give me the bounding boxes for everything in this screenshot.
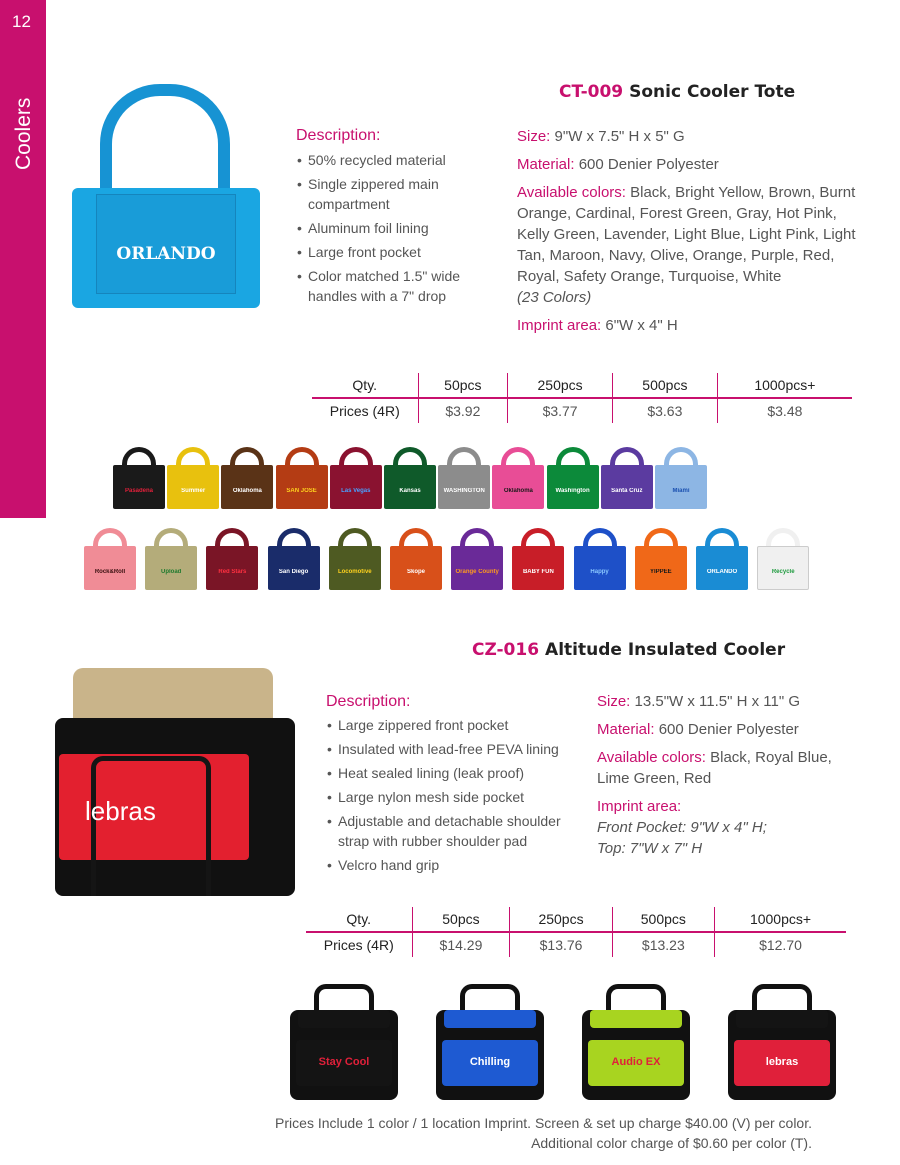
cooler-imprint-text: lebras <box>765 1056 799 1068</box>
material-line <box>597 719 847 740</box>
table-header: 250pcs <box>510 907 612 932</box>
tote-body <box>276 465 328 509</box>
product2-name: Altitude Insulated Cooler <box>545 640 786 660</box>
tote-body <box>635 546 687 590</box>
tote-body <box>206 546 258 590</box>
size-value: 13.5"W x 11.5" H x 11" G <box>634 693 801 710</box>
color-swatch-tote <box>329 528 381 592</box>
section-tab <box>0 0 46 518</box>
tote-imprint-text: Washington <box>555 488 590 494</box>
product2-code: CZ-016 <box>472 640 540 660</box>
color-swatch-tote <box>601 447 653 511</box>
material-line <box>517 154 857 175</box>
tote-body <box>438 465 490 509</box>
tote-imprint-text: Skope <box>406 569 425 575</box>
tote-body <box>601 465 653 509</box>
product1-photo <box>72 84 260 310</box>
list-item: • Heat sealed lining (leak proof) <box>327 763 572 783</box>
color-swatch-tote <box>145 528 197 592</box>
table-cell: Prices (4R) <box>323 937 394 953</box>
color-swatch-tote <box>438 447 490 511</box>
pricing-footnote <box>275 1113 812 1153</box>
tote-imprint-text: Miami <box>672 488 690 494</box>
size-value: 9"W x 7.5" H x 5" G <box>554 128 685 145</box>
footnote-line-2: Additional color charge of $0.60 per color (T). <box>531 1135 812 1151</box>
tote-imprint-text: Rock&Roll <box>94 569 126 575</box>
color-swatch-tote <box>655 447 707 511</box>
color-swatch-tote <box>390 528 442 592</box>
product2-specs <box>597 691 847 859</box>
color-swatch-tote <box>206 528 258 592</box>
imprint-label: Imprint area: <box>597 798 682 815</box>
color-swatch-tote <box>492 447 544 511</box>
product2-title <box>472 640 785 660</box>
material-label: Material: <box>597 721 655 738</box>
tote-body <box>655 465 707 509</box>
tote-body <box>329 546 381 590</box>
color-swatch-tote <box>512 528 564 592</box>
tote-body <box>390 546 442 590</box>
list-item: • Single zippered main compartment <box>297 174 487 214</box>
color-swatch-tote <box>547 447 599 511</box>
colors-line <box>597 747 847 789</box>
material-label: Material: <box>517 156 575 173</box>
tote-body <box>547 465 599 509</box>
colors-line <box>517 182 857 287</box>
tote-handle <box>100 84 230 194</box>
table-cell: $3.63 <box>612 398 717 423</box>
table-header: 500pcs <box>612 373 717 398</box>
tote-body <box>268 546 320 590</box>
tote-imprint-text: Orange County <box>455 569 499 575</box>
tote-imprint-text: Kansas <box>399 488 421 494</box>
table-cell: $3.48 <box>717 398 852 423</box>
list-item: • Color matched 1.5" wide handles with a 7" drop <box>297 266 487 306</box>
imprint-line <box>517 315 857 336</box>
section-label: Coolers <box>12 97 35 170</box>
tote-body <box>384 465 436 509</box>
table-cell: $14.29 <box>412 932 510 957</box>
colors-label: Available colors: <box>517 184 626 201</box>
table-header: 50pcs <box>418 373 508 398</box>
tote-imprint-text: SAN JOSE <box>286 488 317 494</box>
color-swatch-tote <box>268 528 320 592</box>
tote-body <box>757 546 809 590</box>
imprint-label: Imprint area: <box>517 317 602 334</box>
tote-body <box>696 546 748 590</box>
cooler-lid <box>736 1010 828 1028</box>
list-item: • Insulated with lead-free PEVA lining <box>327 739 572 759</box>
color-swatch-tote <box>113 447 165 511</box>
color-swatch-tote <box>221 447 273 511</box>
cooler-lid <box>590 1010 682 1028</box>
table-row <box>312 398 852 423</box>
color-swatch-tote <box>696 528 748 592</box>
color-swatch-tote <box>451 528 503 592</box>
product2-bullets <box>327 715 572 879</box>
table-header-row <box>306 907 846 932</box>
table-header-row <box>312 373 852 398</box>
table-header: 1000pcs+ <box>717 373 852 398</box>
color-swatch-tote <box>384 447 436 511</box>
tote-imprint-text: Recycle <box>771 569 795 575</box>
colors-value: Black, Royal Blue, Lime Green, Red <box>597 749 832 787</box>
tote-imprint-text: Locomotive <box>337 569 372 575</box>
size-label: Size: <box>597 693 631 710</box>
table-header: 50pcs <box>412 907 510 932</box>
table-header: 500pcs <box>612 907 714 932</box>
tote-imprint-text: Upload <box>161 569 182 575</box>
list-item: • Adjustable and detachable shoulder strap with rubber shoulder pad <box>327 811 572 851</box>
footnote-line-1: Prices Include 1 color / 1 location Imprint. Screen & set up charge $40.00 (V) per color. <box>275 1115 812 1131</box>
tote-body <box>145 546 197 590</box>
tote-body <box>451 546 503 590</box>
cooler-imprint-text: Audio EX <box>611 1056 661 1068</box>
material-value: 600 Denier Polyester <box>658 721 799 738</box>
size-line <box>597 691 847 712</box>
list-item: • Velcro hand grip <box>327 855 572 875</box>
colors-value: Black, Bright Yellow, Brown, Burnt Orange, Cardinal, Forest Green, Gray, Hot Pink, Kelly Green, Lavender, Light Blue, Light Pink, Light Tan, Maroon, Navy, Olive, Orange, Purple, Red, Royal, Safety Orange, Turquoise, White <box>517 184 856 285</box>
cooler-lid <box>298 1010 390 1028</box>
list-item: • Large front pocket <box>297 242 487 262</box>
product1-title <box>559 82 795 102</box>
table-cell: $3.92 <box>418 398 508 423</box>
tote-imprint-text: Happy <box>590 569 609 575</box>
tote-imprint: ORLANDO <box>116 244 216 264</box>
color-swatch-tote <box>330 447 382 511</box>
product1-name: Sonic Cooler Tote <box>629 82 796 102</box>
cooler-imprint-text: Stay Cool <box>318 1056 370 1068</box>
tote-imprint-text: BABY FUN <box>522 569 554 575</box>
table-header: Qty. <box>312 373 418 398</box>
size-line <box>517 126 857 147</box>
tote-body <box>113 465 165 509</box>
table-header: Qty. <box>306 907 412 932</box>
product1-price-table <box>312 373 852 423</box>
color-swatch-tote <box>757 528 809 592</box>
color-swatch-tote <box>167 447 219 511</box>
tote-body <box>330 465 382 509</box>
tote-body <box>574 546 626 590</box>
tote-imprint-text: Pasadena <box>124 488 154 494</box>
product1-code: CT-009 <box>559 82 624 102</box>
product1-bullets <box>297 150 487 310</box>
tote-imprint-text: Oklahoma <box>503 488 533 494</box>
cooler-imprint-text: Chilling <box>469 1056 511 1068</box>
product2-description-heading: Description: <box>326 693 411 710</box>
cooler-variant <box>290 984 398 1100</box>
imprint-value: 6"W x 4" H <box>605 317 678 334</box>
cooler-variant <box>728 984 836 1100</box>
list-item: • Large nylon mesh side pocket <box>327 787 572 807</box>
color-swatch-tote <box>635 528 687 592</box>
cooler-imprint: lebras <box>85 796 156 826</box>
table-cell: $12.70 <box>714 932 846 957</box>
tote-imprint-text: Las Vegas <box>341 488 371 494</box>
imprint-value-2: Top: 7"W x 7" H <box>597 840 703 857</box>
tote-imprint-text: Summer <box>181 488 206 494</box>
color-swatch-tote <box>276 447 328 511</box>
page-number: 12 <box>12 12 31 31</box>
table-row <box>306 932 846 957</box>
table-cell: $13.23 <box>612 932 714 957</box>
material-value: 600 Denier Polyester <box>578 156 719 173</box>
color-swatch-tote <box>84 528 136 592</box>
table-cell: $3.77 <box>508 398 613 423</box>
tote-imprint-text: Santa Cruz <box>611 488 643 494</box>
tote-imprint-text: WASHINGTON <box>443 488 485 494</box>
product1-description-heading: Description: <box>296 127 381 144</box>
tote-body <box>167 465 219 509</box>
cooler-variant <box>582 984 690 1100</box>
tote-body <box>84 546 136 590</box>
list-item: • Large zippered front pocket <box>327 715 572 735</box>
colors-count: (23 Colors) <box>517 289 592 306</box>
product2-photo <box>55 668 295 896</box>
tote-imprint-text: Oklahoma <box>232 488 262 494</box>
size-label: Size: <box>517 128 551 145</box>
tote-body <box>221 465 273 509</box>
table-cell: $13.76 <box>510 932 612 957</box>
product1-specs <box>517 126 857 336</box>
tote-imprint-text: ORLANDO <box>706 569 738 575</box>
tote-body <box>492 465 544 509</box>
tote-body <box>512 546 564 590</box>
tote-imprint-text: San Diego <box>278 569 309 575</box>
table-header: 250pcs <box>508 373 613 398</box>
table-cell: Prices (4R) <box>329 403 400 419</box>
tote-imprint-text: Red Stars <box>218 569 247 575</box>
colors-label: Available colors: <box>597 749 706 766</box>
list-item: • Aluminum foil lining <box>297 218 487 238</box>
imprint-value-1: Front Pocket: 9"W x 4" H; <box>597 819 767 836</box>
table-header: 1000pcs+ <box>714 907 846 932</box>
cooler-lid <box>444 1010 536 1028</box>
list-item: • 50% recycled material <box>297 150 487 170</box>
color-swatch-tote <box>574 528 626 592</box>
cooler-variant <box>436 984 544 1100</box>
tote-imprint-text: YIPPEE <box>649 569 672 575</box>
product2-price-table <box>306 907 846 957</box>
